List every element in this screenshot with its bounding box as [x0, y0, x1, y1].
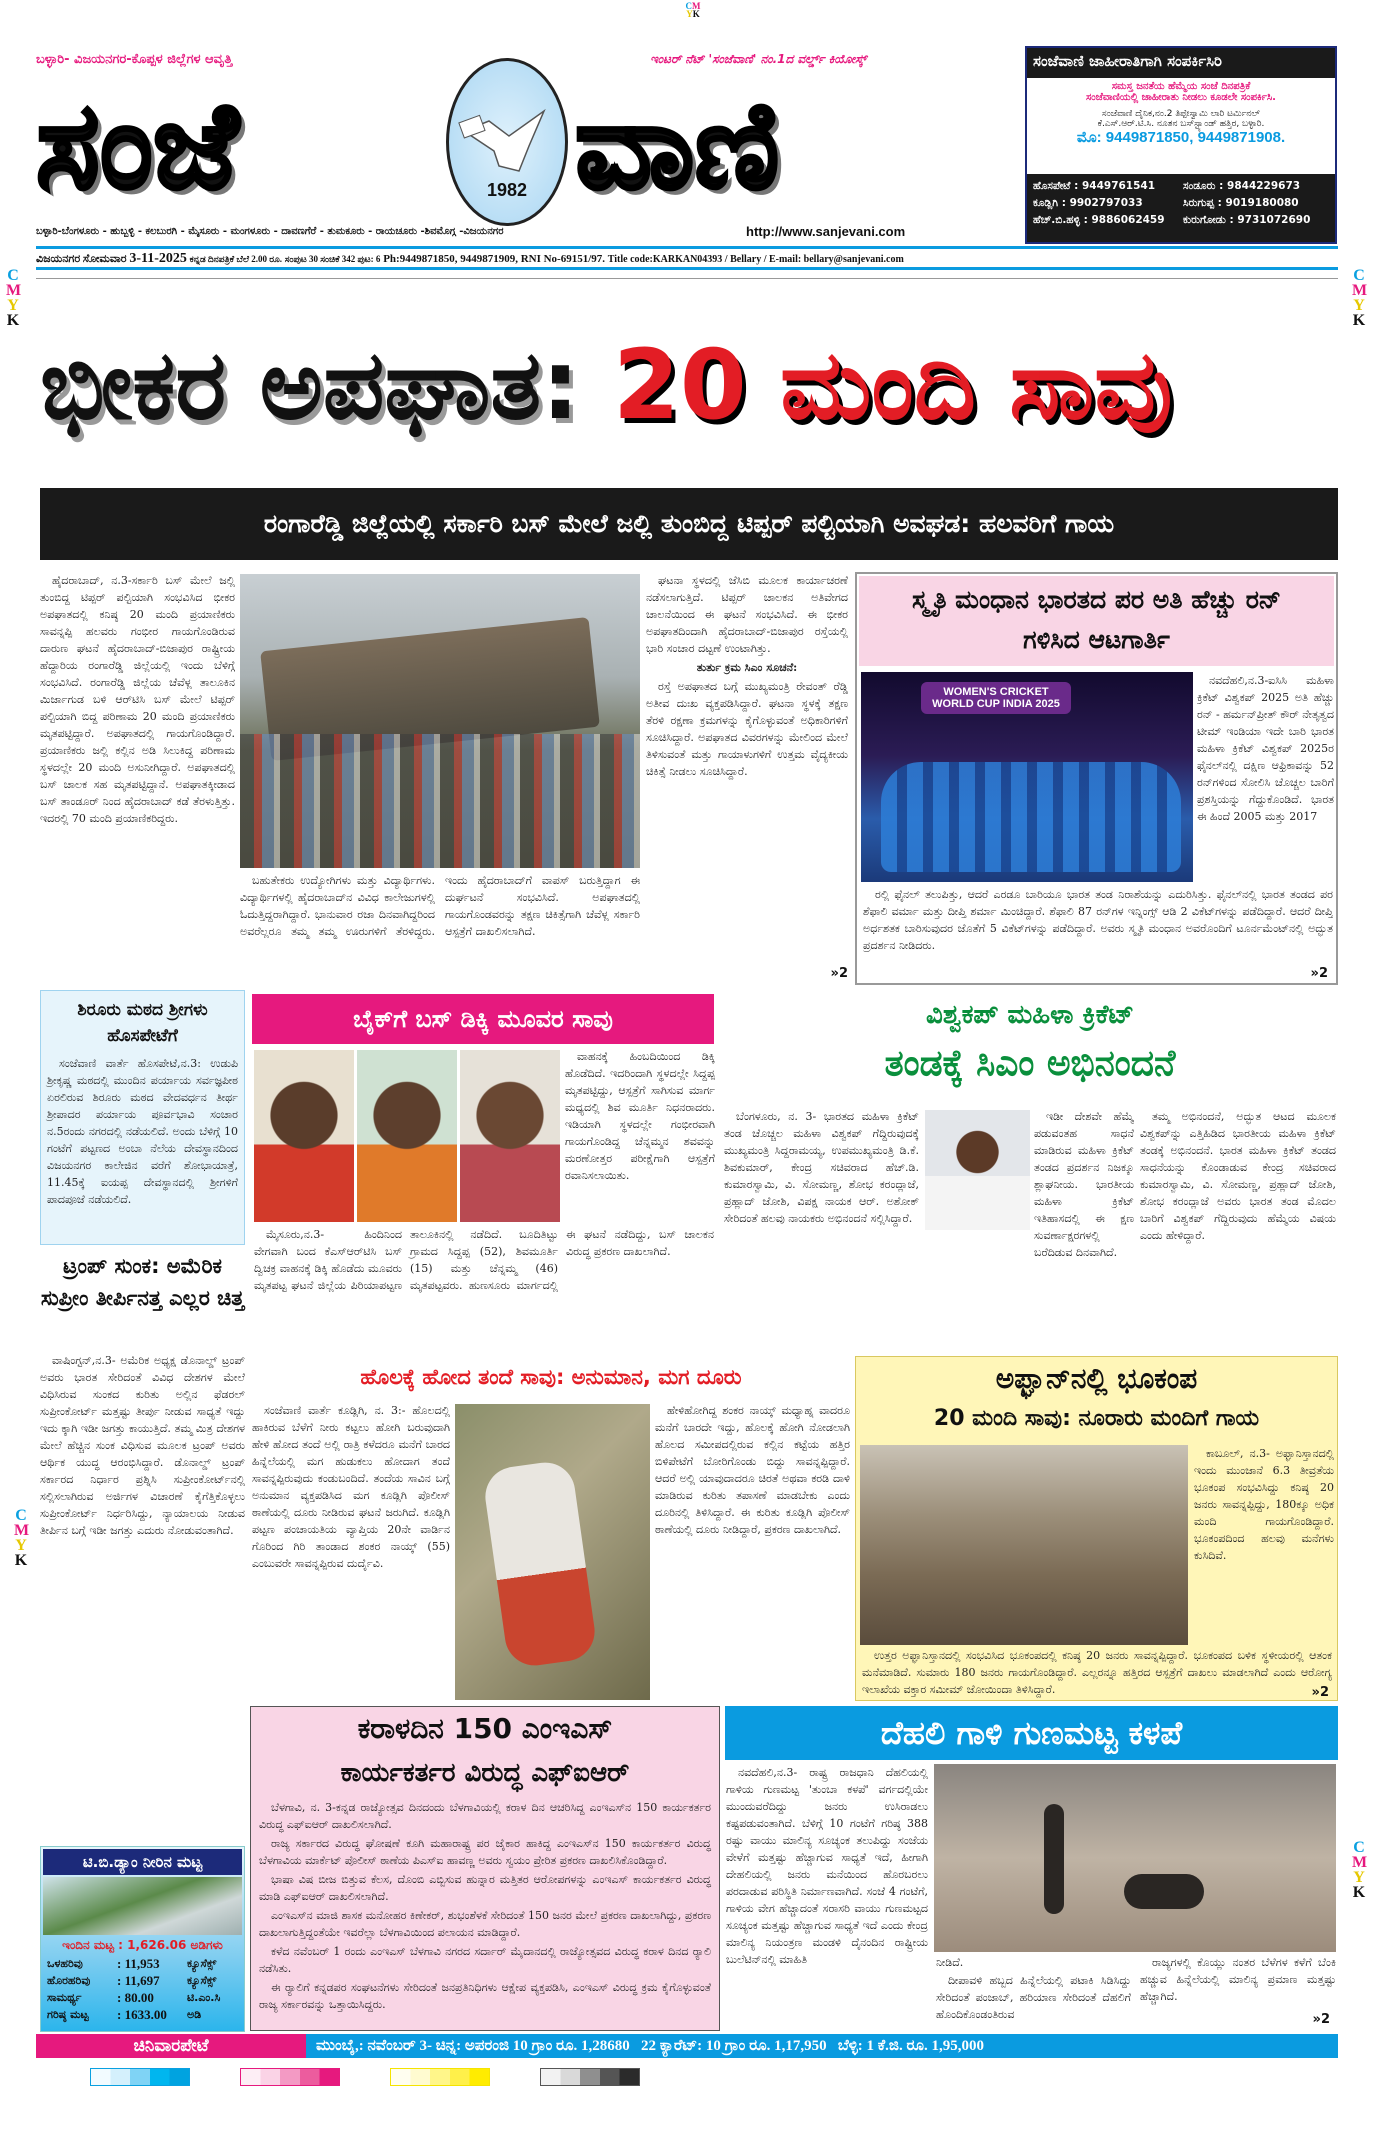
- reg-m: M: [6, 282, 22, 299]
- contact-phone: 9844229673: [1227, 180, 1301, 192]
- lead-headline-black: ಭೀಕರ ಅಪಘಾತ:: [40, 329, 580, 441]
- bike-text: ವಾಹನಕ್ಕೆ ಹಿಂಬದಿಯಿಂದ ಡಿಕ್ಕಿ ಹೊಡೆದಿದೆ. ಇದರಿಂದಾಗಿ ಸ್ಥಳದಲ್ಲೇ ಸಿದ್ದಪ್ಪ ಮೃತಪಟ್ಟಿದ್ದು, ಆಸ್ಪತ್ರೆಗೆ ಸಾಗಿಸುವ ಮಾರ್ಗ ಮಧ್ಯದಲ್ಲಿ ಶಿವ ಮೂರ್ತಿ ನಿಧನರಾದರು. ಇಡಿಯಾಗಿ ಸ್ಥಳದಲ್ಲೇ ಗಂಭೀರವಾಗಿ ಗಾಯಗೊಂಡಿದ್ದ ಚೆನ್ನಮ್ಮನ ಶವವನ್ನು ಮರಣೋತ್ತರ ಪರೀಕ್ಷೆಗಾಗಿ ಆಸ್ಪತ್ರೆಗೆ ರವಾನಿಸಲಾಯಿತು.: [565, 1050, 715, 1182]
- reg-k: K: [14, 1552, 28, 1569]
- delhi-text: ನವದೆಹಲಿ,ನ.3- ರಾಷ್ಟ್ರ ರಾಜಧಾನಿ ದೆಹಲಿಯಲ್ಲಿ ಗಾಳಿಯ ಗುಣಮಟ್ಟ 'ತುಂಬಾ ಕಳಪೆ' ವರ್ಗದಲ್ಲಿಯೇ ಮುಂದುವರೆದಿದ್ದು ಜನರು ಉಸಿರಾಡಲು ಕಷ್ಟಪಡುವಂತಾಗಿದೆ. ಬೆಳಿಗ್ಗೆ 10 ಗಂಟೆಗೆ ಗರಿಷ್ಠ 388 ರಷ್ಟು ವಾಯು ಮಾಲಿನ್ಯ ಸೂಚ್ಯಂಕ ತಲುಪಿದ್ದು ಸಂಜೆಯ ವೇಳೆಗೆ ಮತ್ತಷ್ಟು ಹೆಚ್ಚಾಗುವ ಸಾಧ್ಯತೆ ಇದೆ, ಹೀಗಾಗಿ ದೇಹಲಿಯಲ್ಲಿ ಜನರು ಮನೆಯಿಂದ ಹೊರಬರಲು ಪರದಾಡುವ ಪರಿಸ್ಥಿತಿ ನಿರ್ಮಾಣವಾಗಿದೆ. ಸಂಜೆ 4 ಗಂಟೆಗೆ, ಗಾಳಿಯ ವೇಗ ಹೆಚ್ಚಾದಂತೆ ಸರಾಸರಿ ವಾಯು ಗುಣಮಟ್ಟದ ಸೂಚ್ಯಂಕ ಮತ್ತಷ್ಟು ಹೆಚ್ಚಾಗುವ ಸಾಧ್ಯತೆ ಇದೆ ಎಂದು ಕೇಂದ್ರ ಮಾಲಿನ್ಯ ನಿಯಂತ್ರಣ ಮಂಡಳಿ ದೈನಂದಿನ ರಾಷ್ಟ್ರೀಯ ಬುಲೆಟಿನ್‌ನಲ್ಲಿ ಮಾಹಿತಿ: [726, 1766, 928, 1966]
- cricket-cm-headline: [722, 994, 1338, 1092]
- reg-m: M: [692, 1, 701, 11]
- dam-today-level: ಇಂದಿನ ಮಟ್ಟ : 1,626.06 ಅಡಿಗಳು: [62, 1938, 223, 1952]
- website-link[interactable]: http://www.sanjevani.com: [746, 224, 906, 239]
- color-bar-yellow: [390, 2068, 490, 2086]
- ad-contact-box: [1025, 46, 1337, 244]
- registration-mark-left: [6, 268, 20, 328]
- dateline-rni: RNI No-69151/97.: [520, 253, 606, 265]
- dam-row-unit: ಅಡಿ: [187, 2008, 202, 2021]
- reg-m: M: [1352, 282, 1368, 299]
- afghan-continued[interactable]: »2: [1311, 1685, 1329, 1700]
- ad-line2: ಸಂಜೆವಾಣಿಯಲ್ಲಿ ಜಾಹೀರಾತು ನೀಡಲು ಕೂಡಲೇ ಸಂಪರ್ಕಿಸಿ.: [1086, 92, 1276, 103]
- bike-text-bottom: [254, 1226, 714, 1346]
- mes-headline-1: ಕರಾಳದಿನ 150 ಎಂಇಎಸ್: [357, 1712, 613, 1745]
- cricket-cm-text: ಇಡೀ ದೇಶವೇ ಹೆಮ್ಮೆ ಪಡುವಂತಹ ಸಾಧನೆ ಮಾಡಿರುವ ಮಹಿಳಾ ಕ್ರಿಕೆಟ್ ತಂಡದ ಪ್ರದರ್ಶನ ನಿಜಕ್ಕೂ ಶ್ಲಾಘನೀಯ. ಭಾರತೀಯ ಮಹಿಳಾ ಕ್ರಿಕೆಟ್ ಇತಿಹಾಸದಲ್ಲಿ ಈ ಕ್ಷಣ ಸುವರ್ಣಾಕ್ಷರಗಳಲ್ಲಿ ಬರೆದಿಡುವ ದಿನವಾಗಿದೆ.: [1034, 1110, 1134, 1259]
- bullion-label: ಚಿನಿವಾರಪೇಟೆ: [36, 2034, 306, 2058]
- ad-contact: ಸಿರುಗುಪ್ಪ : 9019180080: [1183, 197, 1299, 209]
- bike-text-right: [565, 1048, 715, 1224]
- contact-place: ಕೂಡ್ಲಿಗಿ: [1033, 197, 1059, 209]
- bullion-bar: [36, 2034, 1338, 2058]
- afghan-story-box: [855, 1356, 1338, 1701]
- world-cup-logo: WOMEN'S CRICKET WORLD CUP INDIA 2025: [921, 682, 1071, 714]
- earthquake-photo: [860, 1445, 1188, 1645]
- trump-text: [40, 1352, 245, 1837]
- dateline-day: ವಿಜಯನಗರ ಸೋಮವಾರ: [36, 253, 127, 265]
- color-bar-magenta: [240, 2068, 340, 2086]
- cricket-cm-text-mid: [1034, 1108, 1134, 1348]
- ad-mobile: ಮೊ: 9449871850, 9449871908.: [1076, 129, 1286, 146]
- mes-text-para: ಭಾಷಾ ವಿಷ ಬೀಜ ಬಿತ್ತುವ ಕೆಲಸ, ದೊಂಬಿ ಎಬ್ಬಿಸುವ ಹುನ್ನಾರ ಮತ್ತಿತರ ಆರೋಪಗಳನ್ನು ಎಂಇಎಸ್ ಕಾರ್ಯಕರ್ತರ ವಿರುದ್ಧ ಮಾಡಿ ಎಫ್‌ಐಆರ್ ದಾಖಲಿಸಲಾಗಿದೆ.: [259, 1873, 711, 1903]
- victim-photo-2: [357, 1050, 457, 1222]
- registration-mark-left-2: [14, 1508, 28, 1568]
- lead-under-photo: [240, 872, 640, 984]
- delhi-text-b1: [936, 1972, 1131, 2030]
- reg-c: C: [15, 1507, 27, 1524]
- cricket-cm-text-left: [724, 1108, 919, 1348]
- dam-row-value: : 1633.00: [117, 2007, 167, 2022]
- mes-headline-2: ಕಾರ್ಯಕರ್ತರ ವಿರುದ್ಧ ಎಫ್‌ಐಆರ್: [340, 1758, 630, 1788]
- masthead-right: ವಾಣಿ: [575, 77, 780, 216]
- ad-contact: ಹೆಚ್.ಬಿ.ಹಳ್ಳಿ : 9886062459: [1033, 214, 1165, 226]
- dam-title: ಟಿ.ಬಿ.ಡ್ಯಾಂ ನೀರಿನ ಮಟ್ಟ: [43, 1849, 242, 1875]
- farmer-text-left: [252, 1402, 450, 1702]
- reg-y: Y: [15, 1537, 27, 1554]
- contact-place: ಹೊಸಪೇಟೆ: [1033, 180, 1071, 192]
- mes-story-box: [250, 1706, 720, 2031]
- masthead-logo: [446, 58, 568, 226]
- shiroor-headline: ಶಿರೂರು ಮಠದ ಶ್ರೀಗಳು ಹೊಸಪೇಟೆಗೆ: [77, 1000, 208, 1046]
- ad-contact: ಕೂಡ್ಲಿಗಿ : 9902797033: [1033, 197, 1143, 209]
- registration-mark-right-2: [1352, 1840, 1366, 1900]
- contact-phone: 9886062459: [1091, 214, 1165, 226]
- trump-headline: ಟ್ರಂಪ್ ಸುಂಕ: ಅಮೆರಿಕ ಸುಪ್ರೀಂ ತೀರ್ಪಿನತ್ತ ಎಲ್ಲರ ಚಿತ್ತ: [40, 1254, 245, 1310]
- victims-photos: [254, 1050, 560, 1222]
- dove-icon: [449, 91, 565, 191]
- cricket-cm-headline-1: ವಿಶ್ವಕಪ್ ಮಹಿಳಾ ಕ್ರಿಕೆಟ್: [926, 1000, 1134, 1030]
- farmer-text: ಹೇಳಿಹೋಗಿದ್ದ ಶಂಕರ ನಾಯ್ಕ್ ಮಧ್ಯಾಹ್ನ ವಾದರೂ ಮನೆಗೆ ಬಾರದೇ ಇದ್ದು, ಹೊಲಕ್ಕೆ ಹೋಗಿ ನೋಡಲಾಗಿ ಹೊಲದ ಸಮೀಪದಲ್ಲಿರುವ ಕಲ್ಲಿನ ಕಟ್ಟೆಯ ಹತ್ತಿರ ಬಿಳಿಪೇಟೆಗೆ ಬೋರಿಗೊಂಡು ಬಿದ್ದು ಸಾವನ್ನಪ್ಪಿದ್ದಾರೆ. ಆದರೆ ಅಲ್ಲಿ ಯಾವುದಾದರೂ ಚಿರತೆ ಅಥವಾ ಕರಡಿ ದಾಳಿ ಮಾಡಿರುವ ಕುರಿತು ತಪಾಸಣೆ ಮಾಡಬೇಕು ಎಂದು ದೂರಿನಲ್ಲಿ ತಿಳಿಸಿದ್ದಾರೆ. ಈ ಕುರಿತು ಕೂಡ್ಲಿಗಿ ಪೊಲೀಸ್ ಠಾಣೆಯಲ್ಲಿ ದೂರು ನೀಡಿದ್ದಾರೆ, ಪ್ರಕರಣ ದಾಖಲಾಗಿದೆ.: [655, 1404, 850, 1536]
- smriti-text: ನವದೆಹಲಿ,ನ.3-ಐಸಿಸಿ ಮಹಿಳಾ ಕ್ರಿಕೆಟ್ ವಿಶ್ವಕಪ್ 2025 ಅತಿ ಹೆಚ್ಚು ರನ್ - ಹರ್ಮನ್‌ಪ್ರೀತ್ ಕೌರ್ ನೇತೃತ್ವದ ಟೀಮ್ ಇಂಡಿಯಾ ಇದೇ ಬಾರಿ ಭಾರತ ಮಹಿಳಾ ಕ್ರಿಕೆಟ್ ವಿಶ್ವಕಪ್ 2025ರ ಫೈನಲ್‌ನಲ್ಲಿ ದಕ್ಷಿಣ ಆಫ್ರಿಕಾವನ್ನು 52 ರನ್‌ಗಳಿಂದ ಸೋಲಿಸಿ ಚೊಚ್ಚಲ ಬಾರಿಗೆ ಪ್ರಶಸ್ತಿಯನ್ನು ಗೆದ್ದುಕೊಂಡಿದೆ. ಭಾರತ ಈ ಹಿಂದೆ 2005 ಮತ್ತು 2017: [1197, 674, 1334, 823]
- farmer-photo: [455, 1404, 650, 1700]
- contact-phone: 9902797033: [1069, 197, 1143, 209]
- lead-headline-red: 20 ಮಂದಿ ಸಾವು: [613, 329, 1173, 441]
- dateline-phone: Ph:9449871850, 9449871909,: [383, 253, 518, 265]
- dam-row-label: ಒಳಹರಿವು: [47, 1957, 83, 1970]
- ad-address2: ಕೆ.ಎಸ್.ಆರ್.ಟಿ.ಸಿ. ನೂತನ ಬಸ್‌ಸ್ಟ್ಯಾಂಡ್ ಹತ್ತಿರ, ಬಳ್ಳಾರಿ.: [1097, 119, 1265, 129]
- reg-y: Y: [1353, 297, 1365, 314]
- victim-photo-1: [254, 1050, 354, 1222]
- smriti-headline: ಸ್ಮೃತಿ ಮಂಧಾನ ಭಾರತದ ಪರ ಅತಿ ಹೆಚ್ಚು ರನ್ ಗಳಿಸಿದ ಆಟಗಾರ್ತಿ: [859, 576, 1334, 666]
- contact-place: ಸಂಡೂರು: [1183, 180, 1216, 192]
- afghan-text-right: [1194, 1445, 1334, 1645]
- ad-line1: ಸಮಸ್ತ ಜನತೆಯ ಹೆಮ್ಮೆಯ ಸಂಜೆ ದಿನಪತ್ರಿಕೆ: [1111, 81, 1251, 92]
- contact-phone: 9449761541: [1081, 180, 1156, 192]
- reg-y: Y: [7, 297, 19, 314]
- victim-photo-3: [460, 1050, 560, 1222]
- bullion-rates: ಮುಂಬೈ,: ನವೆಂಬರ್ 3- ಚಿನ್ನ: ಅಪರಂಜಿ 10 ಗ್ರಾಂ ರೂ. 1,28680 22 ಕ್ಯಾರೆಟ್: 10 ಗ್ರಾಂ ರೂ. 1,17,950 ಬೆಳ್ಳಿ: 1 ಕೆ.ಜಿ. ರೂ. 1,95,000: [306, 2034, 1338, 2058]
- cricket-cm-text: ತಮ್ಮ ಅಭಿನಂದನೆ, ಅದ್ಭುತ ಆಟದ ಮೂಲಕ ವಿಶ್ವಕಪ್‌ನ್ನು ಎತ್ತಿಹಿಡಿದ ಭಾರತೀಯ ಮಹಿಳಾ ಕ್ರಿಕೆಟ್ ತಂಡಕ್ಕೆ ಅಭಿನಂದನೆ. ಭಾರತ ಮಹಿಳಾ ಕ್ರಿಕೆಟ್ ತಂಡದ ಸಾಧನೆಯನ್ನು ಕೊಂಡಾಡುವ ಕೇಂದ್ರ ಸಚಿವರಾದ ಕುಮಾರಸ್ವಾಮಿ, ವಿ. ಸೋಮಣ್ಣ, ಪ್ರಹ್ಲಾದ್ ಜೋಶಿ, ಶೋಭ ಕರಂದ್ಲಾಜೆ ಅವರು ಭಾರತ ತಂಡ ಮೊದಲ ಬಾರಿಗೆ ವಿಶ್ವಕಪ್ ಗೆದ್ದಿರುವುದು ಹೆಮ್ಮೆಯ ವಿಷಯ ಎಂದು ಹೇಳಿದ್ದಾರೆ.: [1140, 1110, 1336, 1242]
- accident-photo: [240, 574, 640, 868]
- afghan-text: ಕಾಬೂಲ್, ನ.3- ಅಫ್ಘಾನಿಸ್ತಾನದಲ್ಲಿ ಇಂದು ಮುಂಜಾನೆ 6.3 ತೀವ್ರತೆಯ ಭೂಕಂಪ ಸಂಭವಿಸಿದ್ದು ಕನಿಷ್ಠ 20 ಜನರು ಸಾವನ್ನಪ್ಪಿದ್ದು, 180ಕ್ಕೂ ಅಧಿಕ ಮಂದಿ ಗಾಯಗೊಂಡಿದ್ದಾರೆ. ಭೂಕಂಪದಿಂದ ಹಲವು ಮನೆಗಳು ಕುಸಿದಿವೆ.: [1194, 1447, 1334, 1562]
- dam-row-value: : 11,697: [117, 1973, 160, 1988]
- delhi-text-b2: [1140, 1954, 1336, 2012]
- delhi-text: ದೀಪಾವಳಿ ಹಬ್ಬದ ಹಿನ್ನೆಲೆಯಲ್ಲಿ ಪಟಾಕಿ ಸಿಡಿಸಿದ್ದು ಸೇರಿದಂತೆ ಪಂಜಾಬ್, ಹರಿಯಾಣ ಸೇರಿದಂತೆ ದೆಹಲಿಗೆ ಹೊಂದಿಕೊಂಡಂತಿರುವ: [936, 1974, 1131, 2021]
- dam-row-label: ಹೊರಹರಿವು: [47, 1974, 91, 1987]
- body-shape: [482, 1459, 599, 1670]
- delhi-text: ರಾಜ್ಯಗಳಲ್ಲಿ ಕೊಯ್ಲು ನಂತರ ಬೆಳೆಗಳ ಕಳೆಗೆ ಬೆಂಕಿ ಹಚ್ಚುವ ಹಿನ್ನೆಲೆಯಲ್ಲಿ ಮಾಲಿನ್ಯ ಪ್ರಮಾಣ ಮತ್ತಷ್ಟು ಹೆಚ್ಚಾಗಿದೆ.: [1140, 1956, 1336, 2003]
- farmer-headline: ಹೊಲಕ್ಕೆ ಹೋದ ತಂದೆ ಸಾವು: ಅನುಮಾನ, ಮಗ ದೂರು: [360, 1365, 742, 1389]
- ad-white-panel: [1027, 78, 1335, 174]
- lead-text: ಘಟನಾ ಸ್ಥಳದಲ್ಲಿ ಜೆಸಿಬಿ ಮೂಲಕ ಕಾರ್ಯಾಚರಣೆ ನಡೆಸಲಾಗುತ್ತಿದೆ. ಟಿಪ್ಪರ್ ಚಾಲಕನ ಅತಿವೇಗದ ಚಾಲನೆಯಿಂದ ಈ ಘಟನೆ ಸಂಭವಿಸಿದೆ. ಈ ಭೀಕರ ಅಪಘಾತದಿಂದಾಗಿ ಹೈದರಾಬಾದ್-ಬಿಜಾಪುರ ರಸ್ತೆಯಲ್ಲಿ ಭಾರಿ ಸಂಚಾರ ದಟ್ಟಣೆ ಉಂಟಾಗಿತ್ತು.: [646, 574, 848, 655]
- dam-row: [47, 1989, 238, 2006]
- shiroor-box: [40, 990, 245, 1245]
- runner-silhouette: [1044, 1804, 1064, 1914]
- afghan-headline-1: ಅಫ್ಘಾನ್‌ನಲ್ಲಿ ಭೂಕಂಪ: [995, 1362, 1198, 1395]
- ad-title: ಸಂಜೆವಾಣಿ ಜಾಹೀರಾತಿಗಾಗಿ ಸಂಪರ್ಕಿಸಿರಿ: [1033, 52, 1222, 70]
- reg-c: C: [1353, 1839, 1365, 1856]
- reg-k: K: [1352, 1884, 1366, 1901]
- dam-row-value: : 80.00: [117, 1990, 154, 2005]
- reg-c: C: [1353, 267, 1365, 284]
- lead-headline: [40, 285, 1335, 485]
- world-cup-photo: [861, 672, 1193, 882]
- dog-silhouette: [1124, 1874, 1204, 1909]
- dam-row-value: : 11,953: [117, 1956, 160, 1971]
- internet-tag: ಇಂಟರ್ ನೆಟ್ 'ಸಂಜೆವಾಣಿ' ನಂ.1ದ ವರ್ಲ್ಡ್ ಕಿಯೋಸ್ಕ್: [650, 52, 867, 66]
- mes-text-para: ಕಳೆದ ನವೆಂಬರ್ 1 ರಂದು ಎಂಇಎಸ್ ಬೆಳಗಾವಿ ನಗರದ ಸರ್ದಾರ್ ಮೈದಾನದಲ್ಲಿ ರಾಜ್ಯೋತ್ಸವದ ವಿರುದ್ಧ ಕರಾಳ ದಿನದ ರ್‍ಯಾಲಿ ನಡೆಸಿತು.: [259, 1945, 711, 1975]
- edition-line: ಬಳ್ಳಾರಿ- ವಿಜಯನಗರ-ಕೊಪ್ಪಳ ಜಿಲ್ಲೆಗಳ ಆವೃತ್ತಿ: [36, 52, 233, 67]
- masthead-left: ಸಂಜೆ: [36, 77, 239, 216]
- ad-contact: ಕುರುಗೋಡು : 9731072690: [1183, 214, 1311, 226]
- lead-text: ಹೈದರಾಬಾದ್, ನ.3-ಸರ್ಕಾರಿ ಬಸ್ ಮೇಲೆ ಜಲ್ಲಿ ತುಂಬಿದ್ದ ಟಿಪ್ಪರ್ ಪಲ್ಟಿಯಾಗಿ ಸಂಭವಿಸಿದ ಭೀಕರ ಅಪಘಾತದಲ್ಲಿ ಕನಿಷ್ಠ 20 ಮಂದಿ ಪ್ರಯಾಣಿಕರು ಸಾವನ್ನಪ್ಪಿ ಹಲವರು ಗಂಭೀರ ಗಾಯಗೊಂಡಿರುವ ದಾರುಣ ಘಟನೆ ಹೈದರಾಬಾದ್-ಬಿಜಾಪುರ ರಾಷ್ಟ್ರೀಯ ಹೆದ್ದಾರಿಯ ರಂಗಾರೆಡ್ಡಿ ಜಿಲ್ಲೆಯಲ್ಲಿ ಇಂದು ಬೆಳಿಗ್ಗೆ ಸಂಭವಿಸಿದೆ. ರಂಗಾರೆಡ್ಡಿ ಜಿಲ್ಲೆಯ ಚೆವೆಳ್ಲ ತಾಲೂಕಿನ ಮಿರ್ಜಾಗುಡ ಬಳಿ ಆರ್‌ಟಿಸಿ ಬಸ್ ಮೇಲೆ ಟಿಪ್ಪರ್ ಪಲ್ಟಿಯಾಗಿ ಬಿದ್ದ ಪರಿಣಾಮ 20 ಮಂದಿ ಪ್ರಯಾಣಿಕರು ಮೃತಪಟ್ಟಿದ್ದಾರೆ. ಅಪಘಾತದಲ್ಲಿ ಗಾಯಗೊಂಡಿದ್ದಾರೆ. ಪ್ರಯಾಣಿಕರು ಜಲ್ಲಿ ಕಲ್ಲಿನ ಅಡಿ ಸಿಲುಕಿದ್ದ ಪರಿಣಾಮ ಸ್ಥಳದಲ್ಲೇ 20 ಮಂದಿ ಅಸುನೀಗಿದ್ದಾರೆ. ಅಪಘಾತದಲ್ಲಿ ಬಸ್ ಚಾಲಕ ಸಹ ಮೃತಪಟ್ಟಿದ್ದಾನೆ. ಅಪಘಾತಕ್ಕೀಡಾದ ಬಸ್ ತಾಂಡೂರ್ ನಿಂದ ಹೈದರಾಬಾದ್ ಕಡೆ ತೆರಳುತ್ತಿತ್ತು. ಇದರಲ್ಲಿ 70 ಮಂದಿ ಪ್ರಯಾಣಿಕರಿದ್ದರು.: [40, 574, 235, 825]
- registration-mark-right: [1352, 268, 1366, 328]
- mes-text-para: ಈ ರ್‍ಯಾಲಿಗೆ ಕನ್ನಡಪರ ಸಂಘಟನೆಗಳು ಸೇರಿದಂತೆ ಜನಪ್ರತಿನಿಧಿಗಳು ಆಕ್ಷೇಪ ವ್ಯಕ್ತಪಡಿಸಿ, ಎಂಇಎಸ್ ವಿರುದ್ಧ ಕ್ರಮ ಕೈಗೊಳ್ಳುವಂತೆ ರಾಜ್ಯ ಸರ್ಕಾರವನ್ನು ಒತ್ತಾಯಿಸಿದ್ದರು.: [259, 1981, 711, 2011]
- smriti-text: ರಲ್ಲಿ ಫೈನಲ್ ತಲುಪಿತ್ತು, ಆದರೆ ಎರಡೂ ಬಾರಿಯೂ ಭಾರತ ತಂಡ ನಿರಾಶೆಯನ್ನು ಎದುರಿಸಿತ್ತು. ಫೈನಲ್‌ನಲ್ಲಿ ಭಾರತ ತಂಡದ ಪರ ಶೆಫಾಲಿ ವರ್ಮಾ ಮತ್ತು ದೀಪ್ತಿ ಶರ್ಮಾ ಮಿಂಚಿದ್ದಾರೆ. ಶೆಫಾಲಿ 87 ರನ್‌ಗಳ ಇನ್ನಿಂಗ್ಸ್ ಆಡಿ 2 ವಿಕೆಟ್‌ಗಳನ್ನು ಪಡೆದಿದ್ದಾರೆ. ಆದರೆ ದೀಪ್ತಿ ಅರ್ಧಶತಕ ಬಾರಿಸುವುದರ ಜೊತೆಗೆ 5 ವಿಕೆಟ್‌ಗಳನ್ನು ಪಡೆದಿದ್ದಾರೆ. ಅವರು ಸ್ಮೃತಿ ಮಂಧಾನ ಅವರೊಂದಿಗೆ ಟೂರ್ನಮೆಂಟ್‌ನಲ್ಲಿ ಅದ್ಭುತ ಪ್ರದರ್ಶನ ನೀಡಿದರು.: [863, 888, 1333, 952]
- dam-row-label: ಗರಿಷ್ಠ ಮಟ್ಟ: [47, 2008, 89, 2021]
- reg-y: Y: [1353, 1869, 1365, 1886]
- reg-y: Y: [686, 9, 693, 19]
- reg-c: C: [7, 267, 19, 284]
- delhi-continued[interactable]: »2: [1312, 2012, 1330, 2027]
- cricket-cm-headline-2: ತಂಡಕ್ಕೆ ಸಿಎಂ ಅಭಿನಂದನೆ: [884, 1043, 1176, 1084]
- ad-contact: ಸಂಡೂರು : 9844229673: [1183, 180, 1301, 192]
- mes-text-para: ಎಂಇಎಸ್‌ನ ಮಾಜಿ ಶಾಸಕ ಮನೋಹರ ಕಿಣೇಕರ್, ಶುಭಂಶೆಳಕೆ ಸೇರಿದಂತೆ 150 ಜನರ ಮೇಲೆ ಪ್ರಕರಣ ದಾಖಲಾಗಿದ್ದು, ಪ್ರಕರಣ ದಾಖಲಾಗುತ್ತಿದ್ದಂತೆಯೇ ಇವರೆಲ್ಲಾ ಬೆಳಗಾವಿಯಿಂದ ಪಲಾಯನ ಮಾಡಿದ್ದಾರೆ.: [259, 1909, 711, 1939]
- dam-photo: [43, 1877, 242, 1935]
- delhi-text-left: [726, 1764, 928, 2029]
- contact-place: ಸಿರುಗುಪ್ಪ: [1183, 197, 1215, 209]
- bike-text: ಮೈಸೂರು,ನ.3- ಹಿಂದಿನಿಂದ ವೇಗವಾಗಿ ಬಂದ ಕೆಎಸ್‌ಆರ್‌ಟಿಸಿ ಬಸ್ ದ್ವಿಚಕ್ರ ವಾಹನಕ್ಕೆ ಡಿಕ್ಕಿ ಹೊಡೆದು ಮೂವರು ಮೃತಪಟ್ಟ ಘಟನೆ ಜಿಲ್ಲೆಯ ಪಿರಿಯಾಪಟ್ಟಣ ತಾಲೂಕಿನಲ್ಲಿ ನಡೆದಿದೆ. ಬೂದಿತಿಟ್ಟು ಗ್ರಾಮದ ಸಿದ್ದಪ್ಪ (52), ಶಿವಮೂರ್ತಿ (15) ಮತ್ತು ಚೆನ್ನಮ್ಮ (46) ಮೃತಪಟ್ಟವರು. ಹುಣಸೂರು ಮಾರ್ಗದಲ್ಲಿ ಈ ಘಟನೆ ನಡೆದಿದ್ದು, ಬಸ್ ಚಾಲಕನ ವಿರುದ್ಧ ಪ್ರಕರಣ ದಾಖಲಾಗಿದೆ.: [254, 1228, 714, 1292]
- smriti-text-bottom: [863, 886, 1333, 966]
- reg-k: K: [1352, 312, 1366, 329]
- color-bar-black: [540, 2068, 640, 2086]
- smriti-story-box: [855, 572, 1338, 985]
- reg-m: M: [14, 1522, 30, 1539]
- mes-text: [251, 1795, 719, 2025]
- afghan-text: ಉತ್ತರ ಅಫ್ಘಾನಿಸ್ತಾನದಲ್ಲಿ ಸಂಭವಿಸಿದ ಭೂಕಂಪದಲ್ಲಿ ಕನಿಷ್ಠ 20 ಜನರು ಸಾವನ್ನಪ್ಪಿದ್ದಾರೆ. ಭೂಕಂಪದ ಬಳಿಕ ಸ್ಥಳೀಯರಲ್ಲಿ ಆತಂಕ ಮನೆಮಾಡಿದೆ. ಸುಮಾರು 180 ಜನರು ಗಾಯಗೊಂಡಿದ್ದಾರೆ. ಎಲ್ಲರನ್ನೂ ಹತ್ತಿರದ ಆಸ್ಪತ್ರೆಗೆ ದಾಖಲು ಮಾಡಲಾಗಿದೆ ಎಂದು ಆರೋಗ್ಯ ಇಲಾಖೆಯ ವಕ್ತಾರ ಸಮೀಮ್ ಜೋಯಿಂದಾ ತಿಳಿಸಿದ್ದಾರೆ.: [862, 1649, 1332, 1696]
- dam-row-unit: ಕ್ಯೂಸೆಕ್ಸ್: [187, 1957, 217, 1970]
- delhi-smog-photo: [934, 1764, 1336, 1952]
- dam-rows: [41, 1955, 244, 2023]
- dam-row: [47, 1955, 238, 1972]
- cricket-cm-text: ಬೆಂಗಳೂರು, ನ. 3- ಭಾರತದ ಮಹಿಳಾ ಕ್ರಿಕೆಟ್ ತಂಡ ಚೊಚ್ಚಲ ಮಹಿಳಾ ವಿಶ್ವಕಪ್ ಗೆದ್ದಿರುವುದಕ್ಕೆ ಮುಖ್ಯಮಂತ್ರಿ ಸಿದ್ದರಾಮಯ್ಯ, ಉಪಮುಖ್ಯಮಂತ್ರಿ ಡಿ.ಕೆ. ಶಿವಕುಮಾರ್, ಕೇಂದ್ರ ಸಚಿವರಾದ ಹೆಚ್.ಡಿ. ಕುಮಾರಸ್ವಾಮಿ, ವಿ. ಸೋಮಣ್ಣ, ಶೋಭ ಕರಂದ್ಲಾಜೆ, ಪ್ರಹ್ಲಾದ್ ಜೋಶಿ, ವಿಪಕ್ಷ ನಾಯಕ ಆರ್. ಅಶೋಕ್ ಸೇರಿದಂತೆ ಹಲವು ನಾಯಕರು ಅಭಿನಂದನೆ ಸಲ್ಲಿಸಿದ್ದಾರೆ.: [724, 1110, 919, 1225]
- trump-text-para: ವಾಷಿಂಗ್ಟನ್,ನ.3- ಅಮೆರಿಕ ಅಧ್ಯಕ್ಷ ಡೊನಾಲ್ಡ್ ಟ್ರಂಪ್ ಅವರು ಭಾರತ ಸೇರಿದಂತೆ ವಿವಿಧ ದೇಶಗಳ ಮೇಲೆ ವಿಧಿಸಿರುವ ಸುಂಕದ ಕುರಿತು ಅಲ್ಲಿನ ಫೆಡರಲ್ ಸುಪ್ರೀಂಕೋರ್ಟ್ ಮತ್ತಷ್ಟು ತೀರ್ಪು ನೀಡುವ ಸಾಧ್ಯತೆ ಇದ್ದು ಇದು ಕ್ಕಾಗಿ ಇಡೀ ಜಗತ್ತು ಕಾಯುತ್ತಿದೆ. ತಮ್ಮ ಮಿತ್ರ ದೇಶಗಳ ಮೇಲೆ ಹೆಚ್ಚಿನ ಸುಂಕ ವಿಧಿಸುವ ಮೂಲಕ ಟ್ರಂಪ್ ಅವರು ಆರ್ಥಿಕ ಯುದ್ಧ ಆರಂಭಿಸಿದ್ದಾರೆ. ಡೊನಾಲ್ಡ್ ಟ್ರಂಪ್ ಸರ್ಕಾರದ ನಿರ್ಧಾರ ಪ್ರಶ್ನಿಸಿ ಸುಪ್ರೀಂಕೋರ್ಟ್‌ನಲ್ಲಿ ಸಲ್ಲಿಸಲಾಗಿರುವ ಅರ್ಜಿಗಳ ವಿಚಾರಣೆ ಕೈಗೆತ್ತಿಕೊಳ್ಳಲು ಸುಪ್ರೀಂಕೋರ್ಟ್ ನಿರ್ಧರಿಸಿದ್ದು, ನ್ಯಾಯಾಲಯ ನೀಡುವ ತೀರ್ಪಿನ ಬಗ್ಗೆ ಇಡೀ ಜಗತ್ತು ಎದುರು ನೋಡುವಂತಾಗಿದೆ.: [40, 1354, 245, 1537]
- shiroor-text-para: ಸಂಜೆವಾಣಿ ವಾರ್ತೆ ಹೊಸಪೇಟೆ,ನ.3: ಉಡುಪಿ ಶ್ರೀಕೃಷ್ಣ ಮಠದಲ್ಲಿ ಮುಂದಿನ ಪರ್ಯಾಯ ಸರ್ವಜ್ಞಪೀಠ ಏರಲಿರುವ ಶಿರೂರು ಮಠದ ವೇದವರ್ಧನ ತೀರ್ಥ ಶ್ರೀಪಾದರ ಪರ್ಯಾಯ ಪೂರ್ವಭಾವಿ ಸಂಚಾರ ನ.5ರಂದು ನಗರದಲ್ಲಿ ನಡೆಯಲಿದೆ. ಅಂದು ಬೆಳಿಗ್ಗೆ 10 ಗಂಟೆಗೆ ಪಟ್ಟಣದ ಅಂಬಾ ನೆಲೆಯ ದೇವಸ್ಥಾನದಿಂದ ವಿಜಯನಗರ ಕಾಲೇಜಿನ ವರೆಗೆ ಶೋಭಾಯಾತ್ರೆ, 11.45ಕ್ಕೆ ಐಯಪ್ಪ ದೇವಸ್ಥಾನದಲ್ಲಿ ಶ್ರೀಗಳಿಗೆ ಪಾದಪೂಜೆ ನಡೆಯಲಿದೆ.: [47, 1057, 238, 1206]
- mes-text-para: ಬೆಳಗಾವಿ, ನ. 3-ಕನ್ನಡ ರಾಜ್ಯೋತ್ಸವ ದಿನದಂದು ಬೆಳಗಾವಿಯಲ್ಲಿ ಕರಾಳ ದಿನ ಆಚರಿಸಿದ್ದ ಎಂಇಎಸ್‌ನ 150 ಕಾರ್ಯಕರ್ತರ ವಿರುದ್ಧ ಎಫ್‌ಐಆರ್ ದಾಖಲಿಸಲಾಗಿದೆ.: [259, 1801, 711, 1831]
- contact-place: ಹೆಚ್.ಬಿ.ಹಳ್ಳಿ: [1033, 214, 1080, 226]
- ad-contact: ಹೊಸಪೇಟೆ : 9449761541: [1033, 180, 1156, 192]
- color-bar-cyan: [90, 2068, 190, 2086]
- bike-headline: ಬೈಕ್‌ಗೆ ಬಸ್ ಡಿಕ್ಕಿ ಮೂವರ ಸಾವು: [252, 994, 714, 1044]
- dam-row-unit: ಟಿ.ಎಂ.ಸಿ: [187, 1991, 221, 2004]
- shiroor-text: [41, 1055, 244, 1235]
- reg-k: K: [6, 312, 20, 329]
- cities-line: ಬಳ್ಳಾರಿ-ಬೆಂಗಳೂರು - ಹುಬ್ಬಳ್ಳಿ - ಕಲಬುರಗಿ - ಮೈಸೂರು - ಮಂಗಳೂರು - ದಾವಣಗೆರೆ - ತುಮಕೂರು - ರಾಯಚೂರು -ಶಿವಮೊಗ್ಗ -ವಿಜಯನಗರ: [36, 226, 504, 237]
- mes-text-para: ರಾಜ್ಯ ಸರ್ಕಾರದ ವಿರುದ್ಧ ಘೋಷಣೆ ಕೂಗಿ ಮಹಾರಾಷ್ಟ್ರ ಪರ ಜೈಕಾರ ಹಾಕಿದ್ದ ಎಂಇಎಸ್‌ನ 150 ಕಾರ್ಯಕರ್ತರ ವಿರುದ್ಧ ಬೆಳಗಾವಿಯ ಮಾರ್ಕೆಟ್ ಪೊಲೀಸ್ ಠಾಣೆಯ ಪಿಎಸ್‌ಐ ಹಾವಣ್ಣ ಅವರು ಸ್ವಯಂ ಪ್ರೇರಿತ ಪ್ರಕರಣ ದಾಖಲಿಸಿಕೊಂಡಿದ್ದಾರೆ.: [259, 1837, 711, 1867]
- lead-continued[interactable]: »2: [830, 966, 848, 981]
- lead-subhead: ರಂಗಾರೆಡ್ಡಿ ಜಿಲ್ಲೆಯಲ್ಲಿ ಸರ್ಕಾರಿ ಬಸ್ ಮೇಲೆ ಜಲ್ಲಿ ತುಂಬಿದ್ದ ಟಿಪ್ಪರ್ ಪಲ್ಟಿಯಾಗಿ ಅವಘಡ: ಹಲವರಿಗೆ ಗಾಯ: [40, 488, 1338, 560]
- lead-column-1: [40, 572, 235, 982]
- players-shape: [881, 762, 1181, 872]
- contact-phone: 9019180080: [1225, 197, 1299, 209]
- smriti-text-right: [1197, 672, 1334, 882]
- dam-row-label: ಸಾಮರ್ಥ್ಯ: [47, 1991, 82, 2004]
- contact-phone: 9731072690: [1237, 214, 1311, 226]
- dam-level-box: [40, 1846, 245, 2032]
- crowd-shape: [240, 734, 640, 868]
- afghan-headline-2: 20 ಮಂದಿ ಸಾವು: ನೂರಾರು ಮಂದಿಗೆ ಗಾಯ: [933, 1406, 1260, 1431]
- dateline-date: 3-11-2025: [129, 251, 187, 266]
- dateline-price: ಕನ್ನಡ ದಿನಪತ್ರಿಕೆ ಬೆಲೆ 2.00 ರೂ.: [189, 254, 283, 264]
- ad-contacts: [1027, 174, 1335, 233]
- cricket-cm-text-right: [1140, 1108, 1336, 1348]
- reg-m: M: [1352, 1854, 1368, 1871]
- registration-mark-top: [683, 2, 703, 18]
- contact-place: ಕುರುಗೋಡು: [1183, 214, 1226, 226]
- farmer-text-right: [655, 1402, 850, 1702]
- reg-c: C: [685, 1, 692, 11]
- divider: [36, 278, 1338, 279]
- dateline-bar: [36, 246, 1338, 270]
- dam-row-unit: ಕ್ಯೂಸೆಕ್ಸ್: [187, 1974, 217, 1987]
- dam-row: [47, 1972, 238, 1989]
- dateline-title-code: Title code:KARKAN04393 / Bellary / E-mail: bellary@sanjevani.com: [607, 254, 904, 265]
- smriti-continued[interactable]: »2: [1310, 966, 1328, 981]
- lead-text: ಬಹುತೇಕರು ಉದ್ಯೋಗಿಗಳು ಮತ್ತು ವಿದ್ಯಾರ್ಥಿಗಳು. ವಿದ್ಯಾರ್ಥಿಗಳಲ್ಲಿ ಹೈದರಾಬಾದ್‌ನ ವಿವಿಧ ಕಾಲೇಜುಗಳಲ್ಲಿ ಓದುತ್ತಿದ್ದರಾಗಿದ್ದಾರೆ. ಭಾನುವಾರ ರಜಾ ದಿನವಾಗಿದ್ದರಿಂದ ಅವರೆಲ್ಲರೂ ತಮ್ಮ ತಮ್ಮ ಊರುಗಳಿಗೆ ತೆರಳಿದ್ದರು. ಇಂದು ಹೈದರಾಬಾದ್‌ಗೆ ವಾಪಸ್ ಬರುತ್ತಿದ್ದಾಗ ಈ ದುರ್ಘಟನೆ ಸಂಭವಿಸಿದೆ. ಅಪಘಾತದಲ್ಲಿ ಗಾಯಗೊಂಡವರನ್ನು ತಕ್ಷಣ ಚಿಕಿತ್ಸೆಗಾಗಿ ಚೆವೆಳ್ಲ ಸರ್ಕಾರಿ ಆಸ್ಪತ್ರೆಗೆ ದಾಖಲಿಸಲಾಗಿದೆ.: [240, 874, 640, 938]
- ad-address1: ಸಂಜೆವಾಣಿ ದೈನಿಕ,ನಂ.2 ತಿಪ್ಪೇಸ್ವಾಮಿ ಲಾರಿ ಟರ್ಮಿನಲ್: [1101, 109, 1261, 119]
- cm-photo: [925, 1110, 1030, 1230]
- dam-row: [47, 2006, 238, 2023]
- founded-year: 1982: [486, 180, 528, 200]
- lead-subheading: ತುರ್ತು ಕ್ರಮ ಸಿಎಂ ಸೂಚನೆ:: [696, 661, 798, 674]
- afghan-text-bottom: [862, 1647, 1332, 1699]
- reg-k: K: [692, 9, 700, 19]
- lead-text: ರಸ್ತೆ ಅಪಘಾತದ ಬಗ್ಗೆ ಮುಖ್ಯಮಂತ್ರಿ ರೇವಂತ್ ರೆಡ್ಡಿ ಅತೀವ ದುಃಖ ವ್ಯಕ್ತಪಡಿಸಿದ್ದಾರೆ. ಘಟನಾ ಸ್ಥಳಕ್ಕೆ ತಕ್ಷಣ ತೆರಳಿ ರಕ್ಷಣಾ ಕ್ರಮಗಳನ್ನು ಕೈಗೊಳ್ಳುವಂತೆ ಅಧಿಕಾರಿಗಳಿಗೆ ಸೂಚಿಸಿದ್ದಾರೆ. ಅಪಘಾತದ ವಿವರಗಳನ್ನು ಮೇಲಿಂದ ಮೇಲೆ ತಿಳಿಸುವಂತೆ ಮತ್ತು ಗಾಯಾಳುಗಳಿಗೆ ಉತ್ತಮ ವೈದ್ಯಕೀಯ ಚಿಕಿತ್ಸೆ ನೀಡಲು ಸೂಚಿಸಿದ್ದಾರೆ.: [646, 680, 848, 778]
- dateline-volume: ಸಂಪುಟ 30 ಸಂಚಿಕೆ 342 ಪುಟ: 6: [284, 254, 381, 264]
- delhi-headline: ದೆಹಲಿ ಗಾಳಿ ಗುಣಮಟ್ಟ ಕಳಪೆ: [725, 1706, 1338, 1760]
- delhi-caption: ನೀಡಿದೆ.: [936, 1956, 964, 1969]
- lead-column-3: [646, 572, 848, 970]
- farmer-text: ಸಂಜೆವಾಣಿ ವಾರ್ತೆ ಕೂಡ್ಲಿಗಿ, ನ. 3:- ಹೊಲದಲ್ಲಿ ಹಾಕಿರುವ ಬೆಳೆಗೆ ನೀರು ಕಟ್ಟಲು ಹೋಗಿ ಬರುವುದಾಗಿ ಹೇಳಿ ಹೋದ ತಂದೆ ಅಲ್ಲಿ ರಾತ್ರಿ ಕಳೆದರೂ ಮನೆಗೆ ಬಾರದ ಹಿನ್ನೆಲೆಯಲ್ಲಿ ಮಗ ಹುಡುಕಲು ಹೋದಾಗ ತಂದೆ ಸಾವನ್ನಪ್ಪಿರುವುದು ಕಂಡುಬಂದಿದೆ. ತಂದೆಯ ಸಾವಿನ ಬಗ್ಗೆ ಅನುಮಾನ ವ್ಯಕ್ತಪಡಿಸಿದ ಮಗ ಕೂಡ್ಲಿಗಿ ಪೊಲೀಸ್ ಠಾಣೆಯಲ್ಲಿ ದೂರು ನೀಡಿರುವ ಘಟನೆ ಜರುಗಿದೆ. ಕೂಡ್ಲಿಗಿ ಪಟ್ಟಣ ಪಂಚಾಯತಿಯ ವ್ಯಾಪ್ತಿಯ 20ನೇ ವಾರ್ಡಿನ ಗೊರಿಂದ ಗಿರಿ ತಾಂಡಾದ ಶಂಕರ ನಾಯ್ಕ್ (55) ಎಂಬುವರೇ ಸಾವನ್ನಪ್ಪಿರುವ ದುರ್ದೈವಿ.: [252, 1404, 450, 1570]
